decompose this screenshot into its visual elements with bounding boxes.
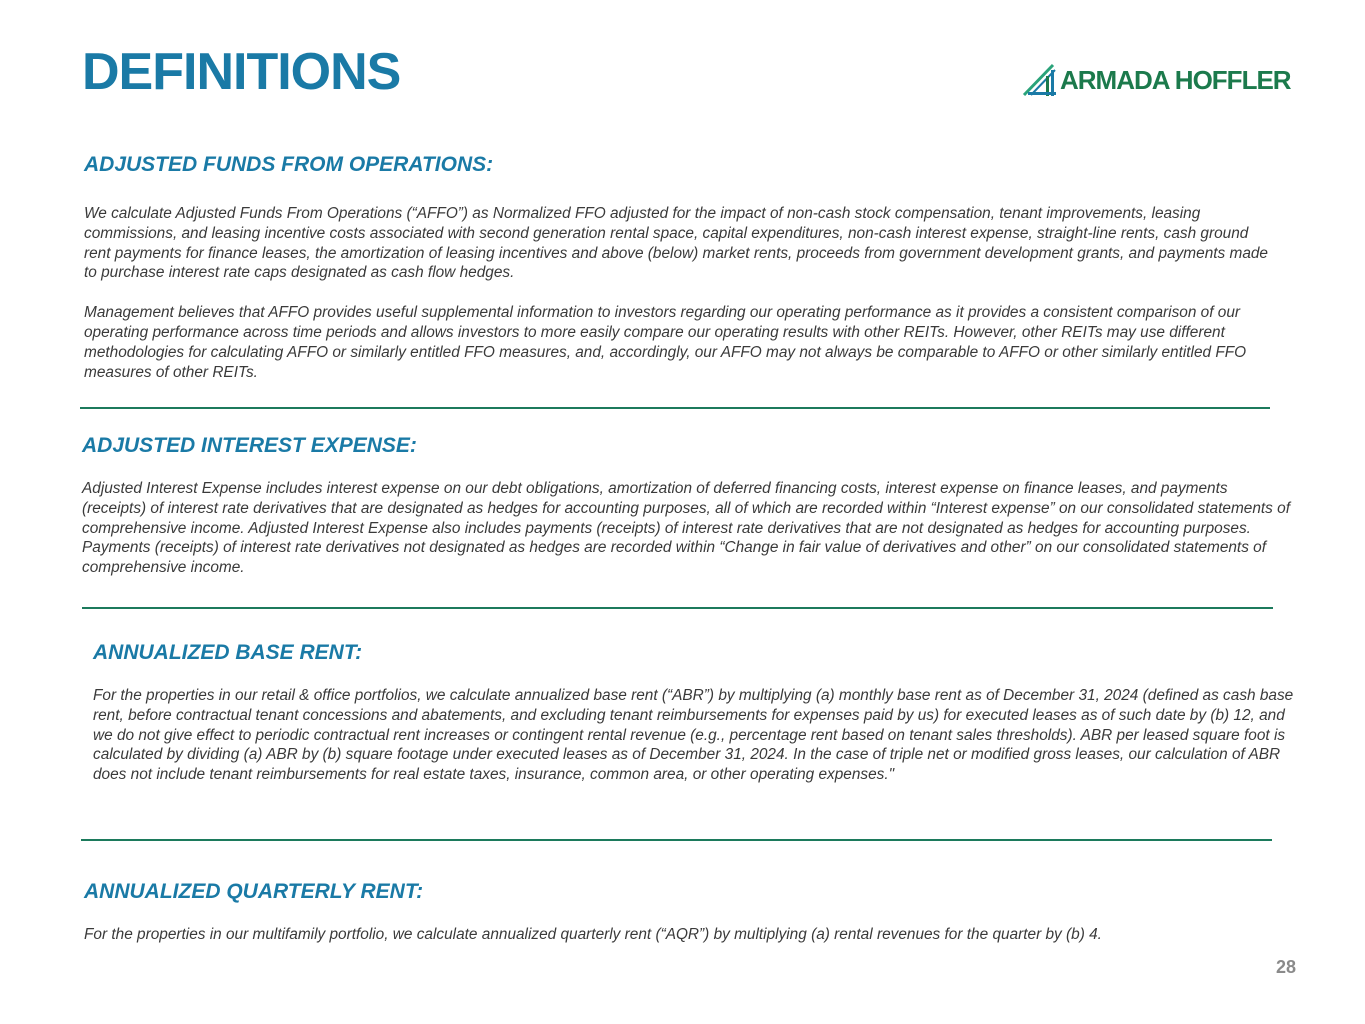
section-title: ADJUSTED FUNDS FROM OPERATIONS: bbox=[84, 153, 494, 176]
section-annualized-quarterly-rent bbox=[84, 879, 1279, 945]
page-title: DEFINITIONS bbox=[82, 43, 401, 101]
logo-wordmark: ARMADA HOFFLER bbox=[1060, 64, 1291, 95]
section-divider bbox=[81, 839, 1272, 841]
section-paragraph: For the properties in our retail & office portfolios, we calculate annualized base rent (“ABR”) by multiplying (a) monthly base rent as of December 31, 2024 (defined as cash base rent, before contractual tenant concessions and abatements, and excluding tenant reimbursements for expenses paid by us) for executed leases as of such date by (b) 12, and we do not give effect to periodic contractual rent increases or contingent rental revenue (e.g., percentage rent based on tenant sales thresholds). ABR per leased square foot is calculated by dividing (a) ABR by (b) square footage under executed leases as of December 31, 2024. In the case of triple net or modified gross leases, our calculation of ABR does not include tenant reimbursements for real estate taxes, insurance, common area, or other operating expenses." bbox=[93, 687, 1294, 784]
section-affo bbox=[84, 152, 1279, 382]
section-divider bbox=[82, 607, 1273, 609]
section-paragraph: We calculate Adjusted Funds From Operations (“AFFO”) as Normalized FFO adjusted for the impact of non-cash stock compensation, tenant improvements, leasing commissions, and leasing incentive costs associated with second generation rental space, capital expenditures, non-cash interest expense, straight-line rents, cash ground rent payments for finance leases, the amortization of leasing incentives and above (below) market rents, proceeds from government development grants, and payments made to purchase interest rate caps designated as cash flow hedges. bbox=[84, 205, 1268, 282]
section-annualized-base-rent bbox=[93, 640, 1297, 785]
section-title: ANNUALIZED QUARTERLY RENT: bbox=[84, 880, 424, 903]
company-logo bbox=[1022, 62, 1291, 98]
section-paragraph: Adjusted Interest Expense includes interest expense on our debt obligations, amortization of deferred financing costs, interest expense on finance leases, and payments (receipts) of interest rate derivatives that are designated as hedges for accounting purposes, all of which are recorded within “Interest expense” on our consolidated statements of comprehensive income. Adjusted Interest Expense also includes payments (receipts) of interest rate derivatives that are not designated as hedges for accounting purposes. Payments (receipts) of interest rate derivatives not designated as hedges are recorded within “Change in fair value of derivatives and other” on our consolidated statements of comprehensive income. bbox=[82, 480, 1290, 577]
section-divider bbox=[80, 407, 1270, 409]
section-paragraph: Management believes that AFFO provides useful supplemental information to investors regarding our operating performance as it provides a consistent comparison of our operating performance across time periods and allows investors to more easily compare our operating results with other REITs. However, other REITs may use different methodologies for calculating AFFO or similarly entitled FFO measures, and, accordingly, our AFFO may not always be comparable to AFFO or other similarly entitled FFO measures of other REITs. bbox=[84, 304, 1247, 381]
section-paragraph: For the properties in our multifamily portfolio, we calculate annualized quarterly rent (“AQR”) by multiplying (a) rental revenues for the quarter by (b) 4. bbox=[84, 926, 1102, 943]
section-adjusted-interest-expense bbox=[82, 433, 1290, 578]
page-number: 28 bbox=[1275, 957, 1296, 977]
section-title: ANNUALIZED BASE RENT: bbox=[93, 641, 363, 664]
section-title: ADJUSTED INTEREST EXPENSE: bbox=[82, 434, 417, 457]
armada-hoffler-logo-icon bbox=[1022, 62, 1058, 98]
